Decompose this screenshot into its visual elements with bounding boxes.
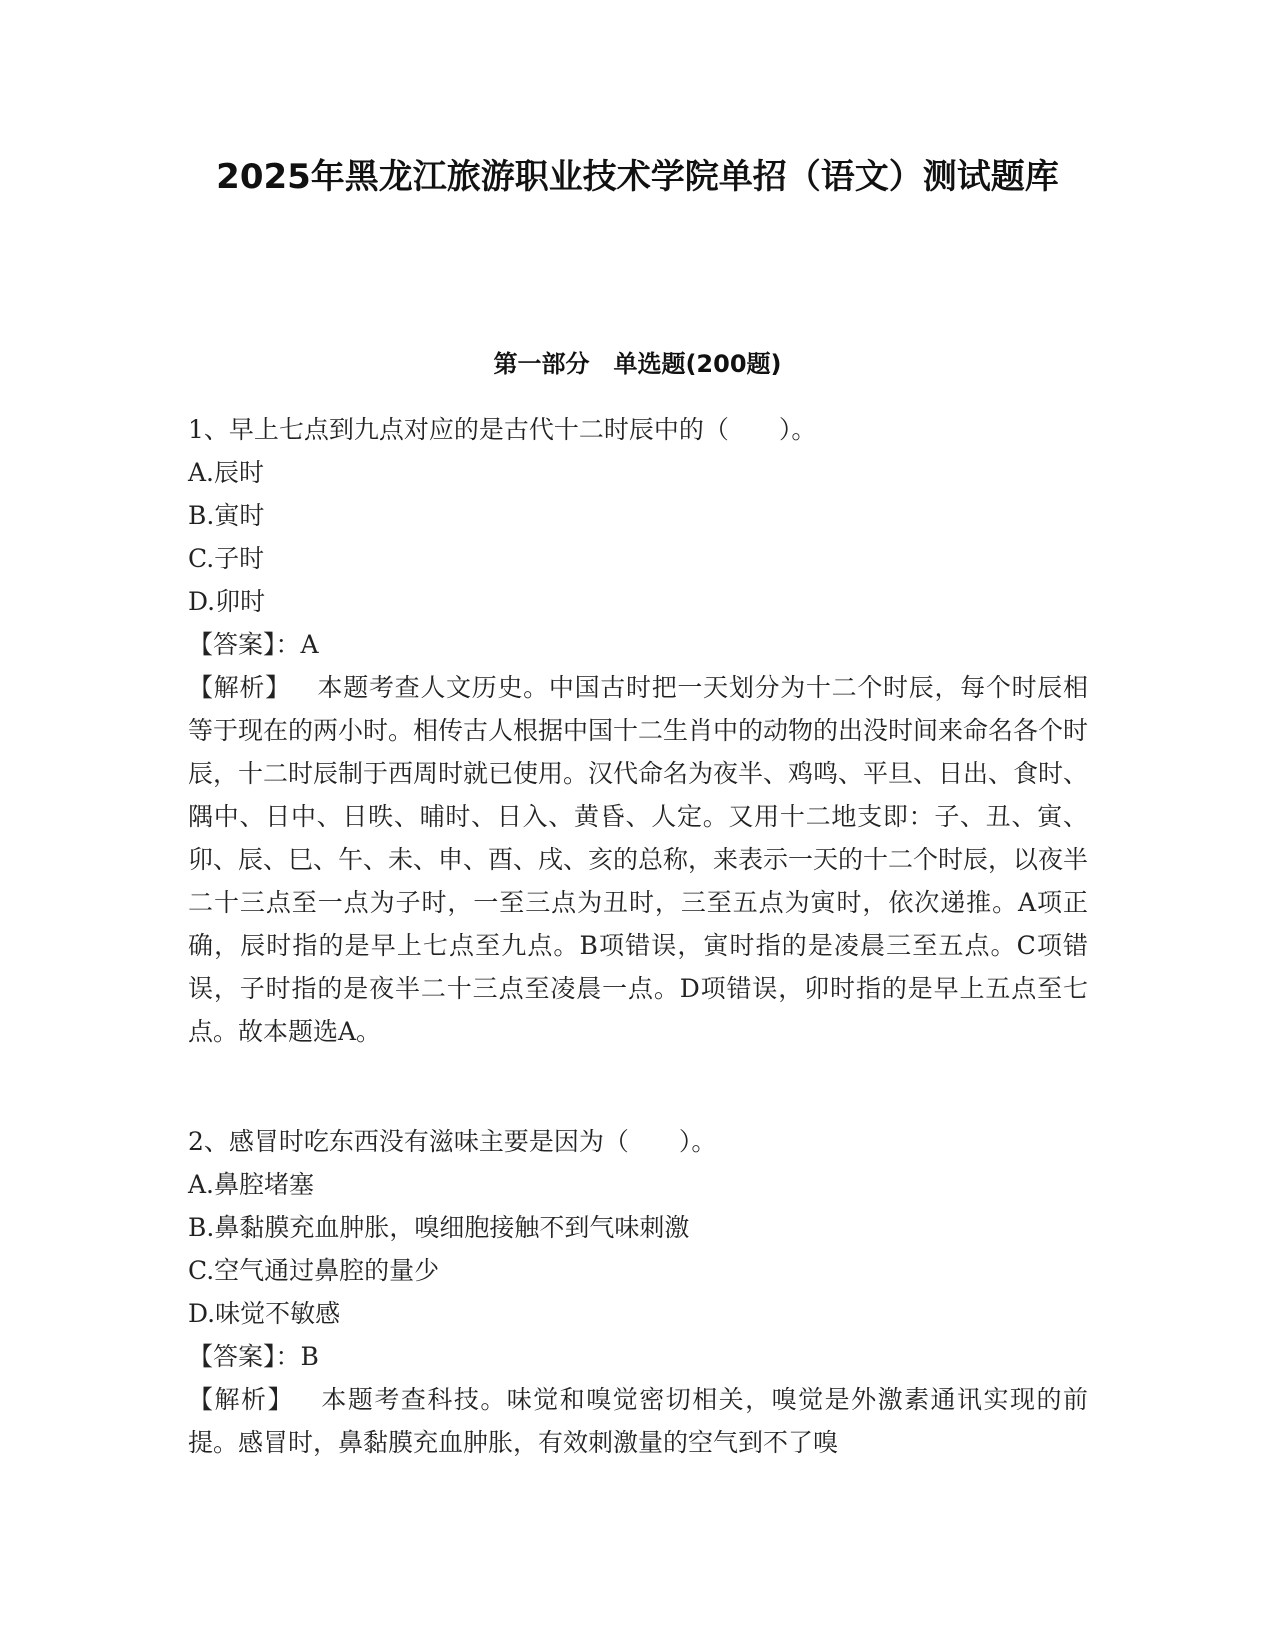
explanation-label: 【解析】 xyxy=(188,673,291,702)
option-c: C.空气通过鼻腔的量少 xyxy=(188,1256,440,1285)
option-c: C.子时 xyxy=(188,544,265,573)
option-a: A.辰时 xyxy=(188,458,265,487)
answer-value: B xyxy=(300,1342,319,1371)
answer-value: A xyxy=(300,630,319,659)
explanation-text: 本题考查人文历史。中国古时把一天划分为十二个时辰，每个时辰相等于现在的两小时。相传古人根据中国十二生肖中的动物的出没时间来命名各个时辰，十二时辰制于西周时就已使用。汉代命名为夜半、鸡鸣、平旦、日出、食时、隅中、日中、日昳、晡时、日入、黄昏、人定。又用十二地支即：子、丑、寅、卯、辰、巳、午、未、申、酉、戌、亥的总称，来表示一天的十二个时辰，以夜半二十三点至一点为子时，一至三点为丑时，三至五点为寅时，依次递推。A项正确，辰时指的是早上七点至九点。B项错误，寅时指的是凌晨三至五点。C项错误，子时指的是夜半二十三点至凌晨一点。D项错误，卯时指的是早上五点至七点。故本题选A。 xyxy=(188,673,1089,1046)
option-d: D.卯时 xyxy=(188,587,266,616)
explanation xyxy=(188,1378,1088,1464)
explanation-label: 【解析】 xyxy=(188,1385,294,1414)
option-a: A.鼻腔堵塞 xyxy=(188,1170,315,1199)
option-d: D.味觉不敏感 xyxy=(188,1299,341,1328)
option-b: B.鼻黏膜充血肿胀，嗅细胞接触不到气味刺激 xyxy=(188,1213,690,1242)
explanation-text: 本题考查科技。味觉和嗅觉密切相关，嗅觉是外激素通讯实现的前提。感冒时，鼻黏膜充血肿胀，有效刺激量的空气到不了嗅 xyxy=(188,1385,1088,1457)
question-stem: 2、感冒时吃东西没有滋味主要是因为（ ）。 xyxy=(188,1127,717,1156)
page-title: 2025年黑龙江旅游职业技术学院单招（语文）测试题库 xyxy=(216,157,1059,197)
section-heading: 第一部分 单选题(200题) xyxy=(493,350,782,378)
option-b: B.寅时 xyxy=(188,501,265,530)
question-stem: 1、早上七点到九点对应的是古代十二时辰中的（ ）。 xyxy=(188,415,817,444)
answer-label: 【答案】： xyxy=(188,1342,301,1371)
explanation xyxy=(188,666,1088,1053)
question-1 xyxy=(188,408,1088,1053)
answer-line xyxy=(188,1335,1088,1378)
answer-label: 【答案】： xyxy=(188,630,301,659)
question-2 xyxy=(188,1120,1088,1464)
answer-line xyxy=(188,623,1088,666)
